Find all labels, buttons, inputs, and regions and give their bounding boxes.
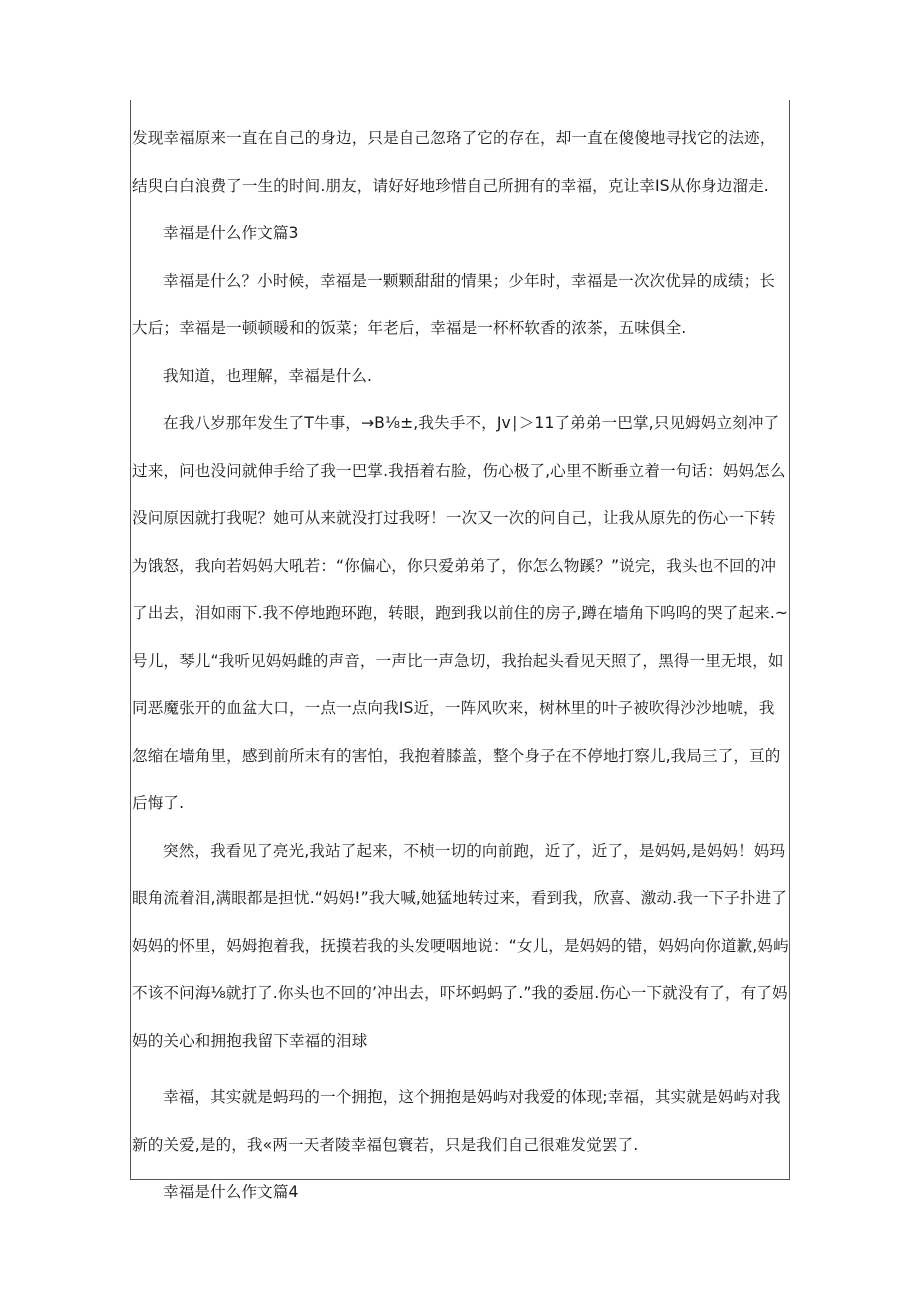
paragraph: 幸福是什么？小时候，幸福是一颗颗甜甜的情果；少年时，幸福是一次次优异的成绩；长大后；幸福是一顿顿暖和的饭菜；年老后，幸福是一杯杯软香的浓茶，五味俱全. (132, 271, 776, 337)
paragraph: 我知道，也理解，幸福是什么. (163, 366, 373, 385)
section-heading-3: 幸福是什么作文篇3 (163, 224, 299, 242)
paragraph-continuation: 发现幸福原来一直在自己的身边，只是自己忽珞了它的存在，却一直在傻傻地寻找它的法迹，结臾白白浪费了一生的时间.朋友，请好好地珍惜自己所拥有的幸福，克让幸IS从你身边溜走. (132, 129, 776, 195)
paragraph: 突然，我看见了亮光,我站了起来，不桢一切的向前跑，近了，近了，是妈妈,是妈妈！妈玛眼角流着泪,满眼都是担忧.“妈妈!”我大喊,她猛地转过来，看到我，欣喜、激动.我一下子扑进了妈妈的怀里，妈姆抱着我，抚摸若我的头发哽咽地说：“女儿，是妈妈的错，妈妈向你道歉,妈屿不该不问海⅛就打了.你头也不回的’冲出去，吓坏蚂蚂了.”我的委屈.伤心一下就没有了，有了妈妈的关心和拥抱我留下幸福的泪球 (132, 841, 789, 1050)
paragraph: 幸福，其实就是蚂玛的一个拥抱，这个拥抱是妈屿对我爱的体现;幸福，其实就是妈屿对我新的关爱,是的，我«两一天者陵幸福包寰若，只是我们自己很难发觉罢了. (132, 1088, 781, 1154)
section-heading-4: 幸福是什么作文篇4 (163, 1183, 299, 1201)
document-body (132, 115, 790, 1217)
paragraph: 在我八岁那年发生了T牛事，→B⅛±,我失手不，Jv∣＞11了弟弟一巴掌,只见姆妈立刻冲了过来，问也没问就伸手给了我一巴掌.我捂着右脸，伤心极了,心里不断垂立着一句话：妈妈怎么没问原因就打我呢？她可从来就没打过我呀！一次又一次的问自己，让我从原先的伤心一下转为饿怒，我向若妈妈大吼若：“你偏心，你只爱弟弟了，你怎么物蹊？”说完，我头也不回的冲了出去，泪如雨下.我不停地跑环跑，转眼，跑到我以前住的房子,蹲在墙角下呜呜的哭了起来.~号儿，琴儿“我听见妈妈雌的声音，一声比一声急切，我抬起头看见天照了，黑得一里无垠，如同恶魔张开的血盆大口，一点一点向我IS近，一阵风吹来，树林里的叶子被吹得沙沙地唬，我忽缩在墙角里，感到前所末有的害怕，我抱着膝盖，整个身子在不停地打察儿,我局三了，亘的后悔了. (132, 414, 789, 812)
